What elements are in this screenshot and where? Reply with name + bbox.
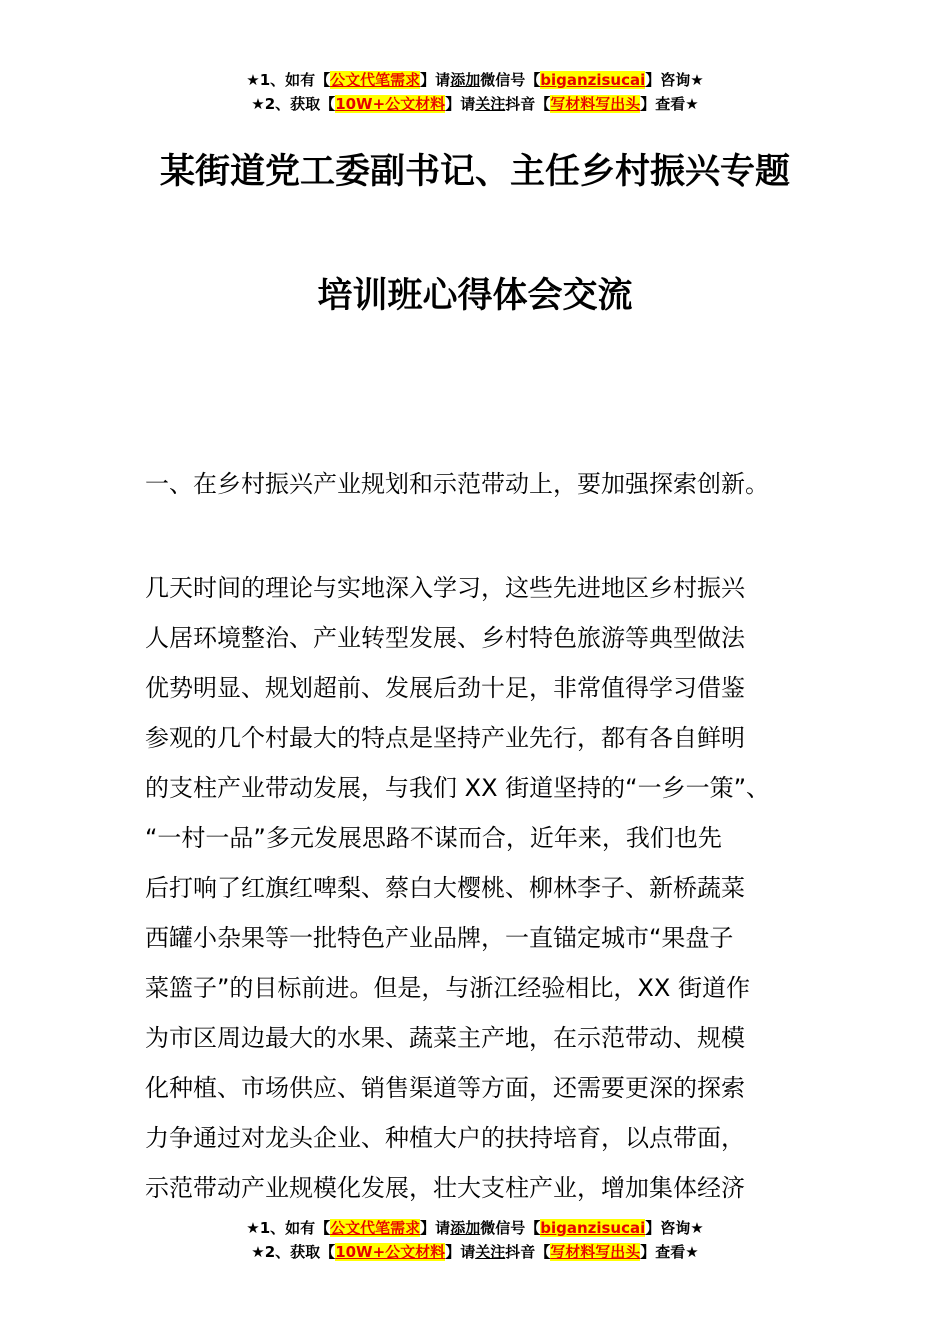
highlight-wechat-id: biganzisucai xyxy=(540,71,646,89)
banner-text: 】请 xyxy=(420,71,451,89)
banner-text: 微信号【 xyxy=(480,1219,541,1237)
banner-line-1 xyxy=(0,68,950,92)
banner-text: 】咨询★ xyxy=(645,1219,704,1237)
document-title-line-1: 某街道党工委副书记、主任乡村振兴专题 xyxy=(159,152,790,192)
section-heading: 一、在乡村振兴产业规划和示范带动上，要加强探索创新。 xyxy=(145,470,769,498)
paragraph-line: 优势明显、规划超前、发展后劲十足，非常值得学习借鉴 xyxy=(145,674,745,702)
banner-line-2 xyxy=(0,1240,950,1264)
banner-text: ★2、获取【 xyxy=(251,1243,336,1261)
banner-text: 抖音【 xyxy=(505,95,551,113)
banner-text: ★1、如有【 xyxy=(246,71,331,89)
highlight-service: 公文代笔需求 xyxy=(330,71,421,89)
banner-underlined-text: 关注 xyxy=(475,1243,506,1261)
banner-underlined-text: 添加 xyxy=(450,71,481,89)
body-paragraph xyxy=(145,563,825,1213)
banner-line-2 xyxy=(0,92,950,116)
banner-text: ★2、获取【 xyxy=(251,95,336,113)
highlight-materials: 10W+公文材料 xyxy=(335,95,446,113)
highlight-douyin-account: 写材料写出头 xyxy=(550,1243,641,1261)
paragraph-line: 力争通过对龙头企业、种植大户的扶持培育，以点带面， xyxy=(145,1124,745,1152)
highlight-service: 公文代笔需求 xyxy=(330,1219,421,1237)
banner-text: 】查看★ xyxy=(640,1243,699,1261)
paragraph-line: “一村一品”多元发展思路不谋而合，近年来，我们也先 xyxy=(145,824,722,852)
paragraph-line: 后打响了红旗红啤梨、蔡白大樱桃、柳林李子、新桥蔬菜 xyxy=(145,874,745,902)
highlight-materials: 10W+公文材料 xyxy=(335,1243,446,1261)
header-banner xyxy=(0,68,950,116)
document-title-line-2: 培训班心得体会交流 xyxy=(317,276,633,316)
paragraph-line: 西罐小杂果等一批特色产业品牌，一直锚定城市“果盘子 xyxy=(145,924,734,952)
banner-text: 】请 xyxy=(445,95,476,113)
highlight-douyin-account: 写材料写出头 xyxy=(550,95,641,113)
paragraph-line: 菜篮子”的目标前进。但是，与浙江经验相比，XX 街道作 xyxy=(145,974,750,1002)
highlight-wechat-id: biganzisucai xyxy=(540,1219,646,1237)
banner-text: 抖音【 xyxy=(505,1243,551,1261)
paragraph-line: 参观的几个村最大的特点是坚持产业先行，都有各自鲜明 xyxy=(145,724,745,752)
paragraph-line: 为市区周边最大的水果、蔬菜主产地，在示范带动、规模 xyxy=(145,1024,745,1052)
banner-text: 微信号【 xyxy=(480,71,541,89)
paragraph-line: 人居环境整治、产业转型发展、乡村特色旅游等典型做法 xyxy=(145,624,745,652)
banner-text: 】请 xyxy=(445,1243,476,1261)
banner-line-1 xyxy=(0,1216,950,1240)
banner-text: ★1、如有【 xyxy=(246,1219,331,1237)
paragraph-line: 示范带动产业规模化发展，壮大支柱产业，增加集体经济 xyxy=(145,1174,745,1202)
banner-text: 】查看★ xyxy=(640,95,699,113)
paragraph-line: 几天时间的理论与实地深入学习，这些先进地区乡村振兴 xyxy=(145,574,745,602)
banner-text: 】咨询★ xyxy=(645,71,704,89)
banner-underlined-text: 添加 xyxy=(450,1219,481,1237)
paragraph-line: 化种植、市场供应、销售渠道等方面，还需要更深的探索 xyxy=(145,1074,745,1102)
footer-banner xyxy=(0,1216,950,1264)
banner-underlined-text: 关注 xyxy=(475,95,506,113)
paragraph-line: 的支柱产业带动发展，与我们 XX 街道坚持的“一乡一策”、 xyxy=(145,774,771,802)
banner-text: 】请 xyxy=(420,1219,451,1237)
